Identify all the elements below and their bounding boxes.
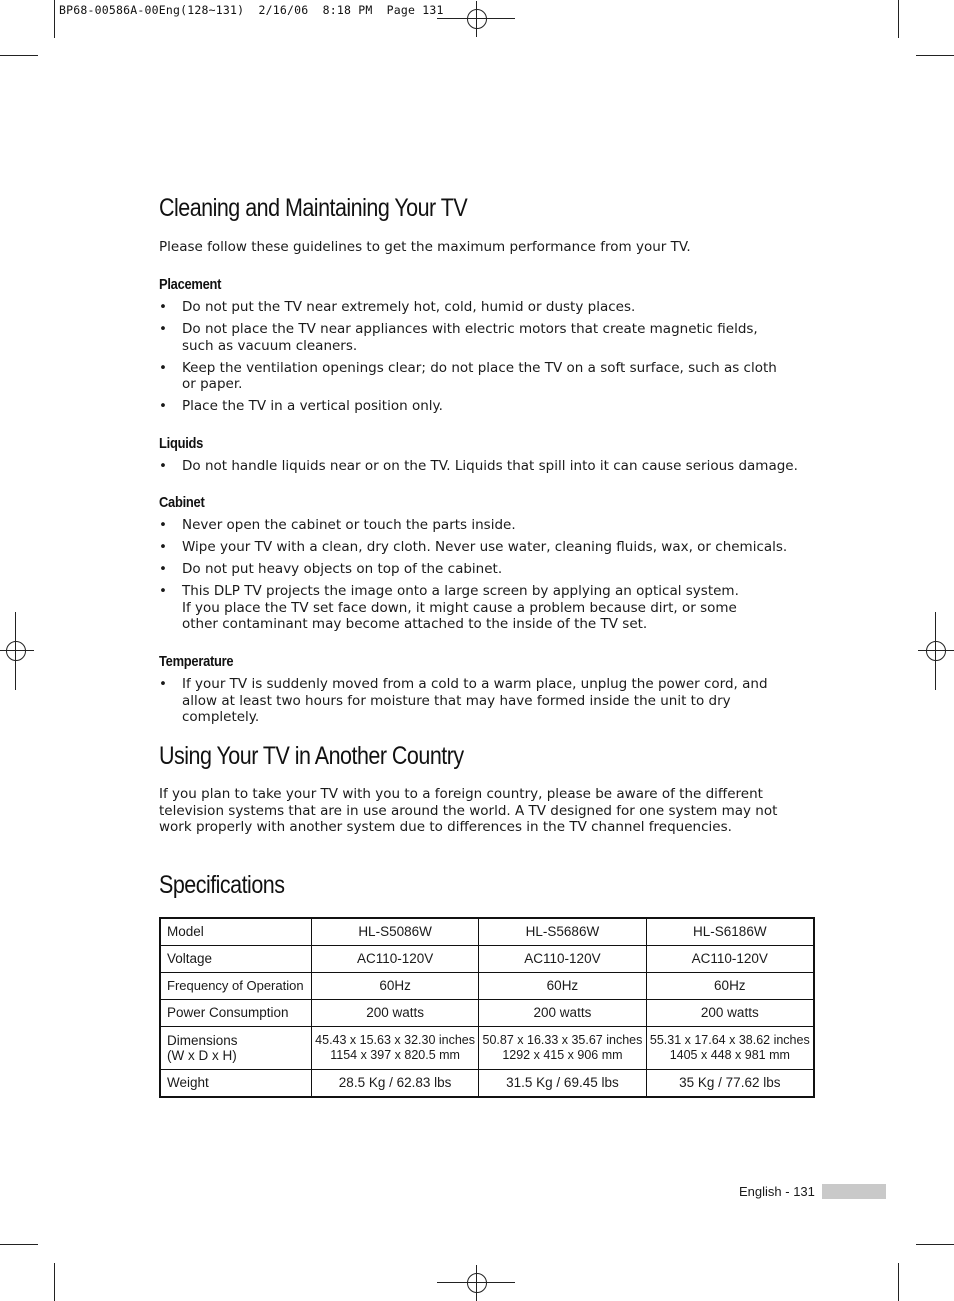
spec-label: Power Consumption (160, 1000, 311, 1027)
side-rule-right (935, 612, 936, 690)
crop-mark-bottom-left-v (54, 1263, 55, 1301)
dlp-line-2: If you place the TV set face down, it might cause a problem because dirt, or some other contaminant may become attached to the inside of the TV set. (182, 599, 737, 632)
dimensions-inches: 50.87 x 16.33 x 35.67 inches (482, 1032, 643, 1047)
cleaning-intro: Please follow these guidelines to get the maximum performance from your TV. (159, 239, 691, 255)
table-row (160, 1000, 814, 1027)
list-item: • Do not place the TV near appliances with electric motors that create magnetic fields, such as vacuum cleaners. (159, 321, 799, 354)
spec-value: HL-S6186W (646, 918, 814, 946)
list-item: • If your TV is suddenly moved from a cold to a warm place, unplug the power cord, and allow at least two hours for moisture that may have formed inside the unit to dry completely. (159, 676, 799, 726)
specifications-table (159, 917, 815, 1098)
spec-label: Frequency of Operation (160, 973, 311, 1000)
table-row (160, 918, 814, 946)
dlp-line-1: This DLP TV projects the image onto a large screen by applying an optical system. (182, 583, 739, 599)
side-rule-left (15, 612, 16, 690)
list-item: • Do not put the TV near extremely hot, cold, humid or dusty places. (159, 299, 799, 316)
dimensions-mm: 1292 x 415 x 906 mm (502, 1048, 623, 1062)
spec-value (311, 1027, 478, 1070)
crop-mark-top-right-h (916, 55, 954, 56)
spec-value: HL-S5686W (479, 918, 646, 946)
dimensions-inches: 45.43 x 15.63 x 32.30 inches (315, 1032, 476, 1047)
spec-label: Model (160, 918, 311, 946)
table-row (160, 1027, 814, 1070)
list-item (159, 583, 799, 633)
spec-value: 200 watts (646, 1000, 814, 1027)
specs-title: Specifications (159, 871, 285, 899)
crop-mark-bottom-right-h (916, 1244, 954, 1245)
spec-value: 200 watts (311, 1000, 478, 1027)
page-number: English - 131 (739, 1184, 815, 1199)
cabinet-heading: Cabinet (159, 494, 205, 511)
list-item: • Keep the ventilation openings clear; do not place the TV on a soft surface, such as cloth or paper. (159, 360, 799, 393)
list-item: • Wipe your TV with a clean, dry cloth. Never use water, cleaning fluids, wax, or chemicals. (159, 539, 799, 556)
liquids-heading: Liquids (159, 435, 204, 452)
spec-label (160, 1027, 311, 1070)
table-row (160, 946, 814, 973)
spec-value: HL-S5086W (311, 918, 478, 946)
registration-mark-right-icon (918, 633, 954, 669)
crop-mark-top-right-v (898, 0, 899, 38)
registration-mark-left-icon (0, 633, 34, 669)
country-body: If you plan to take your TV with you to a foreign country, please be aware of the different television systems that are in use around the world. A TV designed for one system may not work properly with another system due to differences in the TV channel frequencies. (159, 786, 778, 835)
spec-value: AC110-120V (479, 946, 646, 973)
crop-mark-bottom-right-v (898, 1263, 899, 1301)
print-slug: BP68-00586A-00Eng(128~131) 2/16/06 8:18 PM Page 131 (59, 3, 444, 17)
footer-tab-bar (822, 1184, 886, 1199)
liquids-list (159, 458, 799, 480)
placement-heading: Placement (159, 276, 222, 293)
placement-list (159, 299, 799, 420)
spec-value: 60Hz (479, 973, 646, 1000)
spec-value: 60Hz (646, 973, 814, 1000)
registration-mark-top-icon (459, 1, 495, 37)
spec-value: 35 Kg / 77.62 lbs (646, 1070, 814, 1098)
country-title: Using Your TV in Another Country (159, 742, 464, 770)
registration-mark-bottom-icon (459, 1265, 495, 1301)
list-item: • Do not handle liquids near or on the TV. Liquids that spill into it can cause serious damage. (159, 458, 799, 475)
spec-value: 28.5 Kg / 62.83 lbs (311, 1070, 478, 1098)
crop-mark-bottom-left-h (0, 1244, 38, 1245)
dimensions-inches: 55.31 x 17.64 x 38.62 inches (649, 1032, 810, 1047)
crop-mark-top-left-v (54, 0, 55, 38)
list-item: • Never open the cabinet or touch the parts inside. (159, 517, 799, 534)
table-row (160, 973, 814, 1000)
crop-mark-top-left-h (0, 55, 38, 56)
dimensions-sublabel: (W x D x H) (167, 1048, 237, 1063)
cabinet-list (159, 517, 799, 638)
dimensions-mm: 1405 x 448 x 981 mm (669, 1048, 790, 1062)
spec-value: AC110-120V (311, 946, 478, 973)
dimensions-mm: 1154 x 397 x 820.5 mm (330, 1048, 460, 1062)
dimensions-label: Dimensions (167, 1032, 238, 1048)
list-item: • Do not put heavy objects on top of the cabinet. (159, 561, 799, 578)
temperature-heading: Temperature (159, 653, 234, 670)
spec-value (479, 1027, 646, 1070)
spec-value: 60Hz (311, 973, 478, 1000)
spec-value: 31.5 Kg / 69.45 lbs (479, 1070, 646, 1098)
spec-value: AC110-120V (646, 946, 814, 973)
spec-label: Weight (160, 1070, 311, 1098)
spec-value: 200 watts (479, 1000, 646, 1027)
cleaning-title: Cleaning and Maintaining Your TV (159, 194, 468, 222)
spec-label: Voltage (160, 946, 311, 973)
spec-value (646, 1027, 814, 1070)
list-item: • Place the TV in a vertical position only. (159, 398, 799, 415)
temperature-list (159, 676, 799, 731)
table-row (160, 1070, 814, 1098)
